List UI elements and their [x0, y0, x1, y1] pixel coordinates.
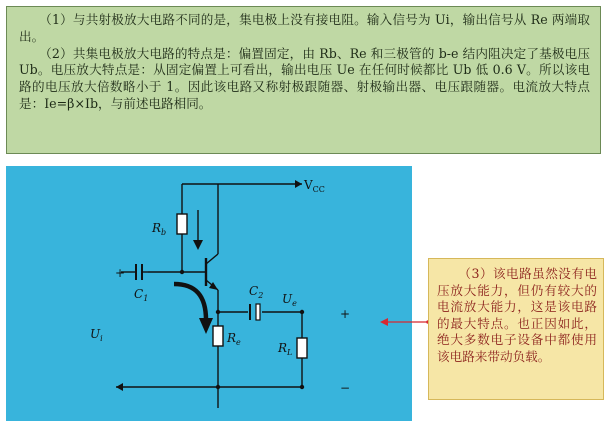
circuit-schematic	[6, 166, 412, 421]
rl-label: $R_L$	[278, 341, 293, 357]
c2-label: $C_2$	[249, 284, 264, 300]
emitter-current-arrow	[174, 284, 206, 320]
pointer-arrow	[380, 316, 432, 328]
vcc-arrow-icon	[295, 180, 302, 188]
vcc-label: $V_{CC}$	[304, 178, 325, 194]
input-plus-sign: +	[115, 266, 126, 280]
rl-resistor	[297, 338, 307, 358]
re-resistor	[213, 326, 223, 346]
rb-resistor	[177, 214, 187, 234]
output-minus-sign: −	[340, 381, 351, 395]
explanation-panel	[6, 6, 601, 154]
feature-note: （3）该电路虽然没有电压放大能力，但仍有较大的电流放大能力，这是该电路的最大特点。也正因如此，绝大多数电子设备中都使用该电路来带动负载。	[428, 258, 604, 400]
rb-label: $R_b$	[152, 221, 167, 237]
pointer-arrowhead-icon	[380, 318, 388, 326]
explanation-paragraph-1: （1）与共射极放大电路不同的是，集电极上没有接电阻。输入信号为 Ui，输出信号从 Re 两端取出。	[19, 12, 590, 44]
ground-arrow-icon	[116, 383, 123, 391]
emitter-follower-circuit	[6, 166, 412, 421]
output-plus-sign: +	[340, 307, 351, 321]
ue-label: $U_e$	[282, 292, 297, 308]
explanation-paragraph-2: （2）共集电极放大电路的特点是：偏置固定，由 Rb、Re 和三极管的 b-e 结内阻决定了基极电压 Ub。电压放大特点是：从固定偏置上可看出，输出电压 Ue 在任何时候都比 Ub 低 0.6 V。所以该电路的电压放大倍数略小于 1。因此该电路又称射极跟随器、射极输出器、电压跟随器。电流放大特点是：Ie=β×Ib，与前述电路相同。	[19, 45, 590, 111]
c1-label: $C_1$	[134, 287, 149, 303]
ui-label: $U_i$	[90, 327, 103, 343]
re-label: $R_e$	[227, 331, 241, 347]
